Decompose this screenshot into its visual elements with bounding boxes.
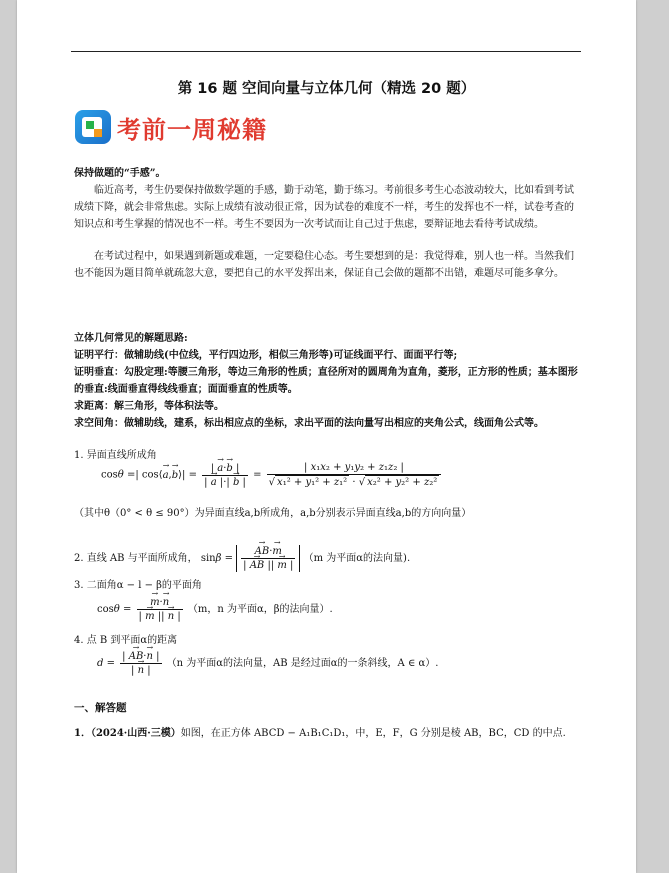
formula-3-note: （m，n 为平面α，β的法向量）.	[187, 604, 333, 615]
banner-title: 考前一周秘籍	[117, 114, 267, 144]
formula-1-note: （其中θ（0° < θ ≤ 90°）为异面直线a,b所成角，a,b分别表示异面直线a,b的方向向量）	[74, 508, 472, 519]
formula-4: d = $\frac{| \to AB\cdot\to n |}{| \to n |}$ （n 为平面α的法向量，AB 是经过面α的一条斜线，A ∈ α）.	[97, 650, 438, 677]
book-logo-icon	[75, 108, 113, 146]
intro-paragraph-2: 在考试过程中，如果遇到新题或难题，一定要稳住心态。考生要想到的是：我觉得难，别人也一样。当然我们也不能因为题目简单就疏忽大意，要把自己的水平发挥出来，保证自己会做的题都不出错，难题尽可能多拿分。	[74, 251, 574, 279]
formula-3-label: 3. 二面角α − l − β的平面角	[74, 580, 202, 591]
intro-section	[74, 165, 580, 282]
formula-4-note: （n 为平面α的法向量，AB 是经过面α的一条斜线，A ∈ α）.	[166, 658, 439, 669]
methods-heading: 立体几何常见的解题思路:	[74, 333, 188, 344]
section-heading: 一、解答题	[74, 702, 127, 714]
methods-section	[74, 330, 580, 432]
banner	[75, 106, 335, 148]
methods-line-2: 证明垂直：勾股定理:等腰三角形，等边三角形的性质；直径所对的圆周角为直角，菱形，正方形的性质；基本图形的垂直:线面垂直得线线垂直；面面垂直的性质等。	[74, 367, 578, 395]
formula-4-label: 4. 点 B 到平面α的距离	[74, 635, 178, 646]
intro-heading: 保持做题的“手感”。	[74, 168, 166, 179]
question-1-source: 1．（2024·山西·三模）	[74, 728, 181, 739]
document-page	[17, 0, 636, 873]
formula-3: cosθ = → $\frac{m\cdot\to n}{| \to m || \to n |}$ （m，n 为平面α，β的法向量）.	[97, 596, 333, 623]
formula-2: 2. 直线 AB 与平面所成角， sinβ = → $\frac{AB\cdot\to m}{| \to AB || \to m |}$ （m 为平面α的法向量).	[74, 545, 410, 572]
methods-line-1: 证明平行：做辅助线(中位线，平行四边形，相似三角形等)可证线面平行、面面平行等;	[74, 350, 458, 361]
formula-1: cosθ =| cos⟨→ a,→ b⟩| = $\frac{| \to a\cdot\to b |}{| \to a |\cdot| \to b |}$ = $\frac{\text{| x₁x₂ + y₁y₂ + z₁z₂ |}}{\text{√ x₁² + y₁² + z₁² · √ x₂² + y₂² + z₂²}}$	[101, 461, 443, 489]
methods-line-4: 求空间角：做辅助线，建系，标出相应点的坐标，求出平面的法向量写出相应的夹角公式，线面角公式等。	[74, 418, 544, 429]
formula-2-label: 2. 直线 AB 与平面所成角，	[74, 553, 198, 564]
header-rule	[71, 51, 581, 52]
formula-2-note: （m 为平面α的法向量).	[303, 553, 411, 564]
intro-paragraph-1: 临近高考，考生仍要保持做数学题的手感，勤于动笔，勤于练习。考前很多考生心态波动较大，比如看到考试成绩下降，就会非常焦虑。实际上成绩有波动很正常，因为试卷的难度不一样，考生的发挥也不一样，试卷考查的知识点和考生掌握的情况也不一样。考生不要因为一次考试而让自己过于焦虑，要辩证地去看待考试成绩。	[74, 185, 574, 230]
question-1-text: 如图，在正方体 ABCD − A₁B₁C₁D₁，中，E，F，G 分别是棱 AB，BC，CD 的中点.	[180, 728, 566, 739]
formula-1-label: 1. 异面直线所成角	[74, 450, 157, 461]
question-1	[74, 724, 566, 739]
page-title: 第 16 题 空间向量与立体几何（精选 20 题）	[177, 81, 476, 97]
methods-line-3: 求距离：解三角形，等体积法等。	[74, 401, 224, 412]
